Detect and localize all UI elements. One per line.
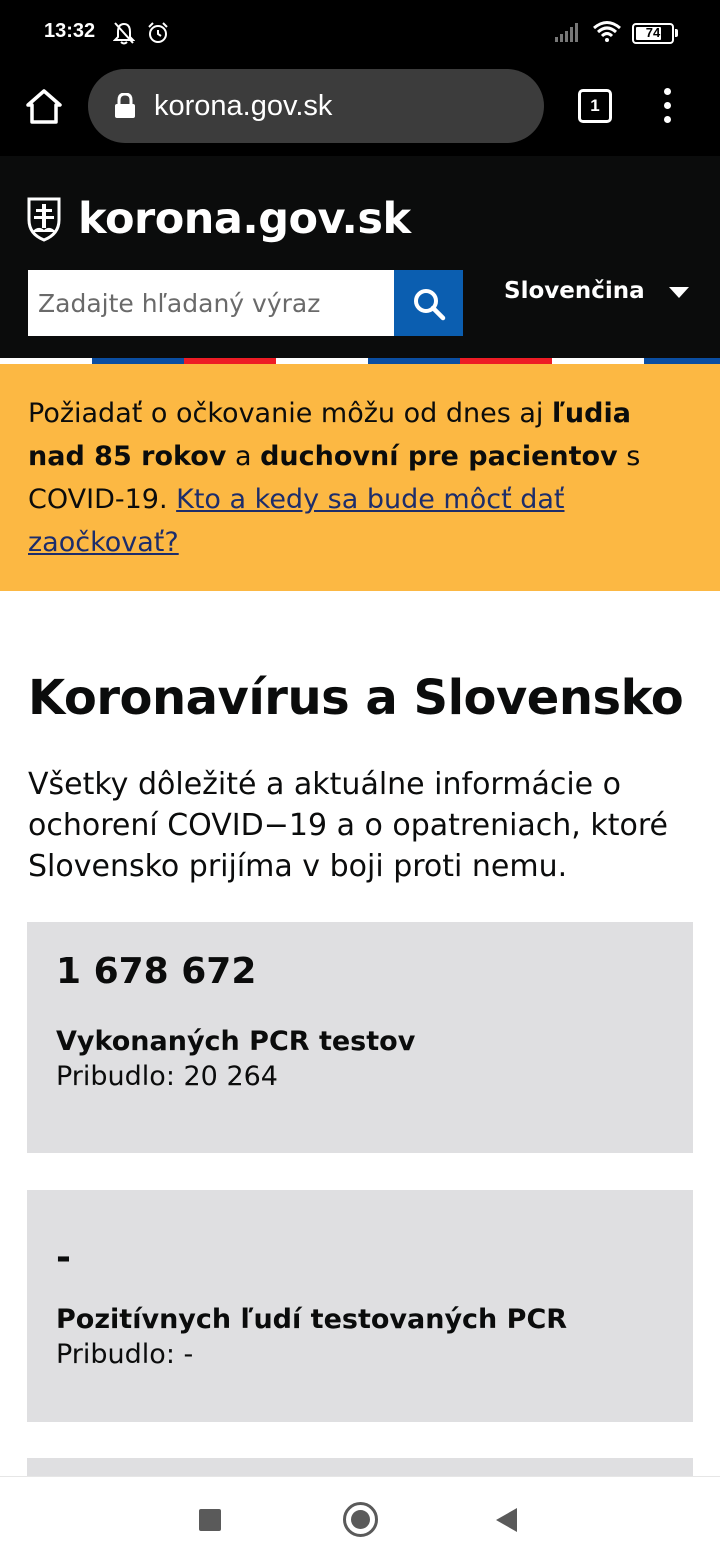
vaccination-info-link[interactable]: Kto a kedy sa bude môcť dať zaočkovať? <box>28 484 565 558</box>
home-icon[interactable] <box>22 85 66 129</box>
stat-card-positive-pcr <box>27 1190 693 1422</box>
banner-text: s COVID-19. <box>28 441 641 515</box>
vaccination-notice-banner <box>0 364 720 591</box>
lock-icon <box>114 93 136 119</box>
battery-tip <box>675 29 678 37</box>
site-name[interactable]: korona.gov.sk <box>78 194 411 244</box>
banner-bold: ľudia nad 85 rokov <box>28 398 631 472</box>
stat-card-pcr-tests <box>27 922 693 1153</box>
home-circle-icon[interactable] <box>343 1502 378 1537</box>
recent-apps-icon[interactable] <box>199 1509 221 1531</box>
search-icon <box>411 286 447 322</box>
site-header <box>0 156 720 358</box>
coat-of-arms-icon[interactable] <box>26 196 62 242</box>
language-select[interactable]: Slovenčina <box>504 278 645 304</box>
banner-text: Požiadať o očkovanie môžu od dnes aj <box>28 398 552 429</box>
bell-off-icon <box>113 21 135 45</box>
battery-icon <box>632 23 674 44</box>
chevron-down-icon[interactable] <box>669 287 689 298</box>
stat-label: Pozitívnych ľudí testovaných PCR <box>56 1304 568 1335</box>
alarm-icon <box>146 21 170 45</box>
page-title: Koronavírus a Slovensko <box>28 670 684 726</box>
system-navigation-bar <box>0 1476 720 1561</box>
page-lead: Všetky dôležité a aktuálne informácie o ochorení COVID−19 a o opatreniach, ktoré Slovensko prijíma v boji proti nemu. <box>28 767 669 884</box>
battery-percent: 74 <box>645 25 661 40</box>
wifi-icon <box>592 20 622 42</box>
tab-switcher-button[interactable]: 1 <box>578 89 612 123</box>
overflow-menu-icon[interactable] <box>656 86 680 126</box>
banner-bold: duchovní pre pacientov <box>260 441 618 472</box>
search-input[interactable] <box>28 270 394 336</box>
signal-icon <box>555 22 583 42</box>
search-button[interactable] <box>394 270 463 336</box>
banner-text: a <box>226 441 261 472</box>
status-bar <box>0 0 720 66</box>
stat-value: 1 678 672 <box>56 951 257 992</box>
url-text: korona.gov.sk <box>154 90 333 122</box>
stat-added: Pribudlo: 20 264 <box>56 1061 278 1092</box>
stat-added: Pribudlo: - <box>56 1339 194 1370</box>
browser-toolbar <box>0 66 720 156</box>
clock: 13:32 <box>44 20 96 42</box>
back-icon[interactable] <box>496 1508 517 1532</box>
stat-label: Vykonaných PCR testov <box>56 1026 416 1057</box>
stat-value: - <box>56 1237 71 1278</box>
address-bar[interactable] <box>88 69 544 143</box>
